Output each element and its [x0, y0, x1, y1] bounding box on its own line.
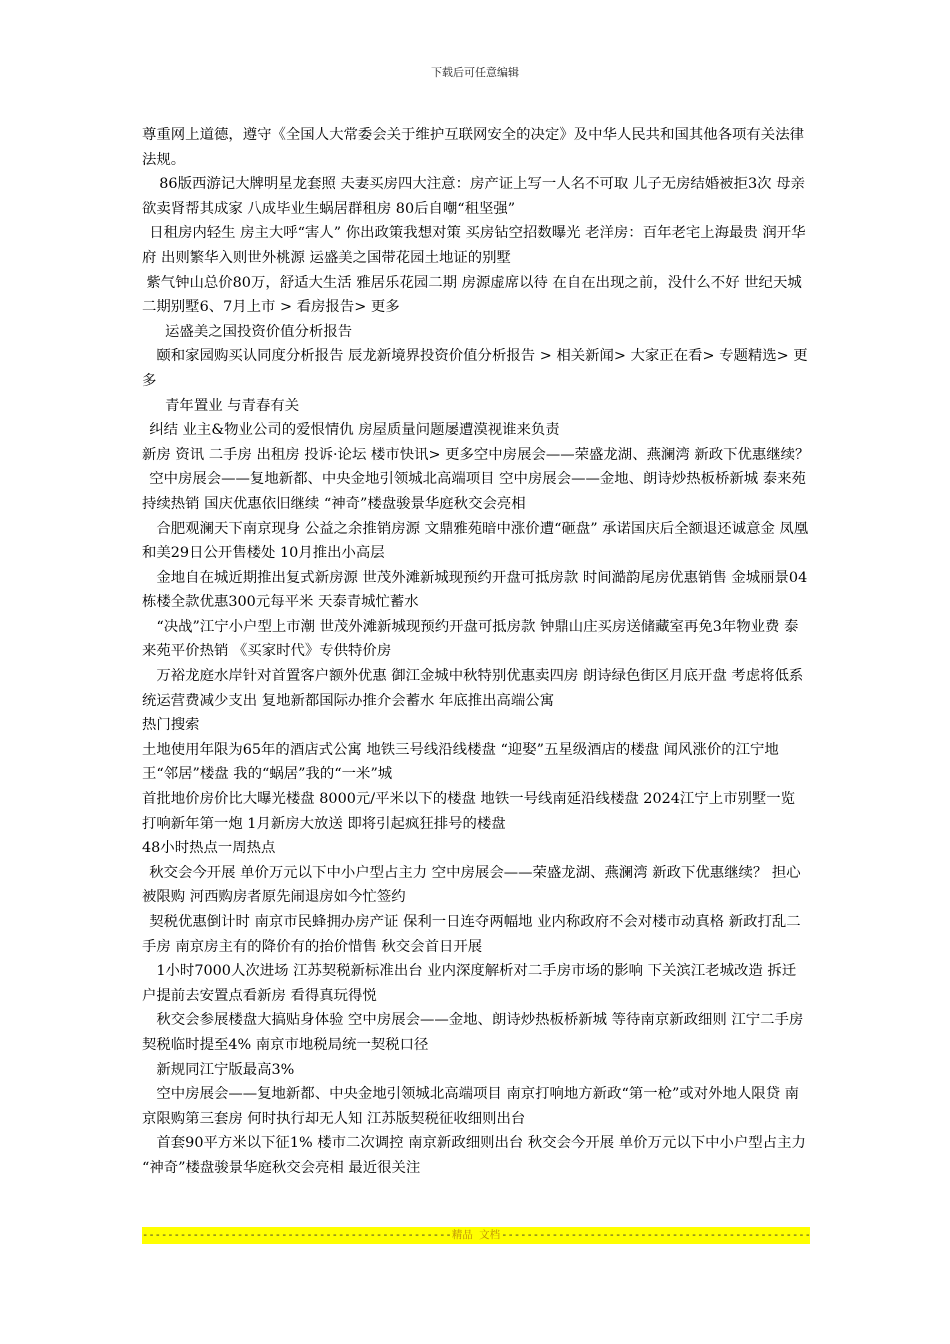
footer-dashes-left — [142, 1227, 451, 1244]
paragraph: 紫气钟山总价80万，舒适大生活 雅居乐花园二期 房源虚席以待 在自在出现之前，没什么不好 世纪天城 二期别墅6、7月上市 > 看房报告> 更多 — [142, 274, 802, 316]
paragraph: 土地使用年限为65年的酒店式公寓 地铁三号线沿线楼盘 “迎娶”五星级酒店的楼盘 闻风涨价的江宁地王“邻居”楼盘 我的“蜗居”我的“一米”城 — [142, 741, 779, 783]
paragraph: 首套90平方米以下征1% 楼市二次调控 南京新政细则出台 秋交会今开展 单价万元以下中小户型占主力 “神奇”楼盘骏景华庭秋交会亮相 最近很关注 — [142, 1135, 806, 1176]
paragraph: 青年置业 与青春有关 — [165, 397, 300, 414]
footer-dashes-right — [501, 1227, 810, 1244]
paragraph: 契税优惠倒计时 南京市民蜂拥办房产证 保利一日连夺两幅地 业内称政府不会对楼市动真格 新政打乱二手房 南京房主有的降价有的抬价惜售 秋交会首日开展 — [142, 914, 801, 955]
paragraph: 48小时热点一周热点 — [142, 840, 276, 857]
paragraph: 空中房展会——复地新都、中央金地引领城北高端项目 空中房展会——金地、朗诗炒热板桥新城 泰来苑持续热销 国庆优惠依旧继续 “神奇”楼盘骏景华庭秋交会亮相 — [142, 471, 806, 512]
document-body — [142, 123, 810, 1181]
paragraph: 颐和家园购买认同度分析报告 辰龙新境界投资价值分析报告 > 相关新闻> 大家正在看> 专题精选> 更多 — [142, 348, 808, 389]
page-header: 下载后可任意编辑 — [431, 66, 519, 79]
paragraph: 新房 资讯 二手房 出租房 投诉·论坛 楼市快讯> 更多空中房展会——荣盛龙湖、燕澜湾 新政下优惠继续？ — [142, 446, 810, 463]
paragraph: 新规同江宁版最高3% — [156, 1061, 295, 1078]
page-footer-band — [142, 1227, 810, 1244]
paragraph: “决战”江宁小户型上市潮 世茂外滩新城现预约开盘可抵房款 钟鼎山庄买房送储藏室再免3年物业费 泰来苑平价热销 《买家时代》专供特价房 — [142, 618, 799, 660]
paragraph: 尊重网上道德，遵守《全国人大常委会关于维护互联网安全的决定》及中华人民共和国其他各项有关法律法规。 — [142, 127, 804, 168]
paragraph: 1小时7000人次进场 江苏契税新标准出台 业内深度解析对二手房市场的影响 下关滨江老城改造 拆迁户提前去安置点看新房 看得真玩得悦 — [142, 963, 797, 1004]
paragraph: 日租房内轻生 房主大呼“害人” 你出政策我想对策 买房钻空招数曝光 老洋房：百年老宅上海最贵 润开华府 出则繁华入则世外桃源 运盛美之国带花园土地证的别墅 — [142, 225, 806, 266]
paragraph: 万裕龙庭水岸针对首置客户额外优惠 御江金城中秋特别优惠卖四房 朗诗绿色街区月底开盘 考虑将低系统运营费减少支出 复地新都国际办推介会蓄水 年底推出高端公寓 — [142, 668, 804, 709]
paragraph: 纠结 业主&物业公司的爱恨情仇 房屋质量问题屡遭漠视谁来负责 — [149, 422, 560, 439]
paragraph: 热门搜索 — [142, 717, 200, 734]
paragraph: 合肥观澜天下南京现身 公益之余推销房源 文鼎雅苑暗中涨价遭“砸盘” 承诺国庆后全额退还诚意金 凤凰和美29日公开售楼处 10月推出小高层 — [142, 520, 809, 562]
paragraph: 秋交会今开展 单价万元以下中小户型占主力 空中房展会——荣盛龙湖、燕澜湾 新政下优惠继续？ 担心被限购 河西购房者原先闹退房如今忙签约 — [142, 864, 801, 906]
footer-label: 精品 文档 — [451, 1229, 501, 1241]
paragraph: 金地自在城近期推出复式新房源 世茂外滩新城现预约开盘可抵房款 时间澔韵尾房优惠销售 金城丽景04栋楼全款优惠300元每平米 天泰青城忙蓄水 — [142, 569, 808, 611]
paragraph: 秋交会参展楼盘大搞贴身体验 空中房展会——金地、朗诗炒热板桥新城 等待南京新政细则 江宁二手房契税临时提至4% 南京市地税局统一契税口径 — [142, 1012, 804, 1053]
paragraph: 首批地价房价比大曝光楼盘 8000元/平米以下的楼盘 地铁一号线南延沿线楼盘 2024江宁上市别墅一览 打响新年第一炮 1月新房大放送 即将引起疯狂排号的楼盘 — [142, 791, 796, 832]
paragraph: 运盛美之国投资价值分析报告 — [165, 323, 353, 340]
paragraph: 空中房展会——复地新都、中央金地引领城北高端项目 南京打响地方新政“第一枪”或对外地人限贷 南京限购第三套房 何时执行却无人知 江苏版契税征收细则出台 — [142, 1086, 800, 1127]
paragraph: 86版西游记大牌明星龙套照 夫妻买房四大注意：房产证上写一人名不可取 儿子无房结婚被拒3次 母亲欲卖肾帮其成家 八成毕业生蜗居群租房 80后自嘲“租坚强” — [142, 176, 805, 217]
